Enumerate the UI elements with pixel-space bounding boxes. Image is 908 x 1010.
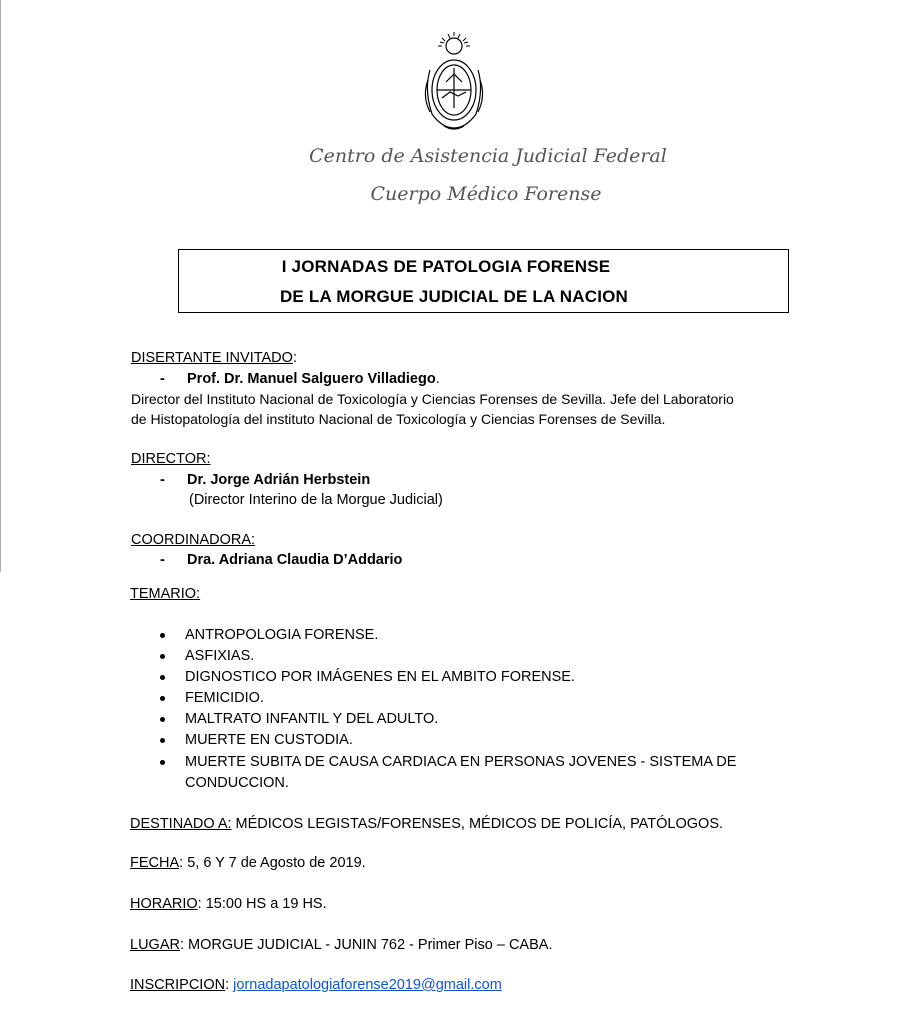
guest-speaker-name: Prof. Dr. Manuel Salguero Villadiego. bbox=[187, 371, 440, 387]
bullet-icon bbox=[160, 633, 165, 638]
agenda-item: ASFIXIAS. bbox=[185, 648, 255, 664]
bullet-icon bbox=[160, 675, 165, 680]
event-title-line2: DE LA MORGUE JUDICIAL DE LA NACION bbox=[279, 287, 629, 306]
bullet-icon bbox=[160, 738, 165, 743]
agenda-item-continuation: CONDUCCION. bbox=[185, 775, 289, 791]
registration-email-link[interactable]: jornadapatologiaforense2019@gmail.com bbox=[233, 977, 502, 993]
guest-speaker-description: Director del Instituto Nacional de Toxicología y Ciencias Forenses de Sevilla. Jefe del Laboratorio bbox=[131, 391, 734, 407]
agenda-item: ANTROPOLOGIA FORENSE. bbox=[185, 627, 379, 643]
coordinator-name: Dra. Adriana Claudia D’Addario bbox=[187, 552, 403, 568]
date-line: FECHA: 5, 6 Y 7 de Agosto de 2019. bbox=[130, 855, 366, 871]
event-title-line1: I JORNADAS DE PATOLOGIA FORENSE bbox=[281, 257, 611, 276]
institution-department: Cuerpo Médico Forense bbox=[370, 183, 602, 205]
page-left-border bbox=[0, 0, 1, 572]
coordinator-heading: COORDINADORA: bbox=[131, 532, 256, 548]
bullet-icon bbox=[160, 760, 165, 765]
bullet-icon bbox=[160, 696, 165, 701]
guest-speaker-description: de Histopatología del instituto Nacional de Toxicología y Ciencias Forenses de Sevilla. bbox=[131, 411, 666, 427]
agenda-heading: TEMARIO: bbox=[130, 586, 201, 602]
bullet-icon bbox=[160, 654, 165, 659]
argentine-coat-of-arms-icon bbox=[420, 30, 488, 134]
director-heading: DIRECTOR: bbox=[131, 451, 211, 467]
list-dash: - bbox=[160, 371, 165, 387]
director-role: (Director Interino de la Morgue Judicial) bbox=[189, 492, 443, 508]
list-dash: - bbox=[160, 472, 165, 488]
guest-speaker-heading: DISERTANTE INVITADO: bbox=[131, 350, 297, 366]
venue-line: LUGAR: MORGUE JUDICIAL - JUNIN 762 - Primer Piso – CABA. bbox=[130, 937, 553, 953]
registration-line: INSCRIPCION: jornadapatologiaforense2019@gmail.com bbox=[130, 977, 502, 993]
director-name: Dr. Jorge Adrián Herbstein bbox=[187, 472, 371, 488]
agenda-item: DIGNOSTICO POR IMÁGENES EN EL AMBITO FORENSE. bbox=[185, 669, 575, 685]
list-dash: - bbox=[160, 552, 165, 568]
schedule-line: HORARIO: 15:00 HS a 19 HS. bbox=[130, 896, 327, 912]
agenda-item: MUERTE SUBITA DE CAUSA CARDIACA EN PERSONAS JOVENES - SISTEMA DE bbox=[185, 754, 737, 770]
agenda-item: MALTRATO INFANTIL Y DEL ADULTO. bbox=[185, 711, 439, 727]
agenda-item: MUERTE EN CUSTODIA. bbox=[185, 732, 353, 748]
bullet-icon bbox=[160, 717, 165, 722]
agenda-item: FEMICIDIO. bbox=[185, 690, 264, 706]
institution-name: Centro de Asistencia Judicial Federal bbox=[309, 145, 667, 167]
audience-line: DESTINADO A: MÉDICOS LEGISTAS/FORENSES, MÉDICOS DE POLICÍA, PATÓLOGOS. bbox=[130, 816, 724, 832]
